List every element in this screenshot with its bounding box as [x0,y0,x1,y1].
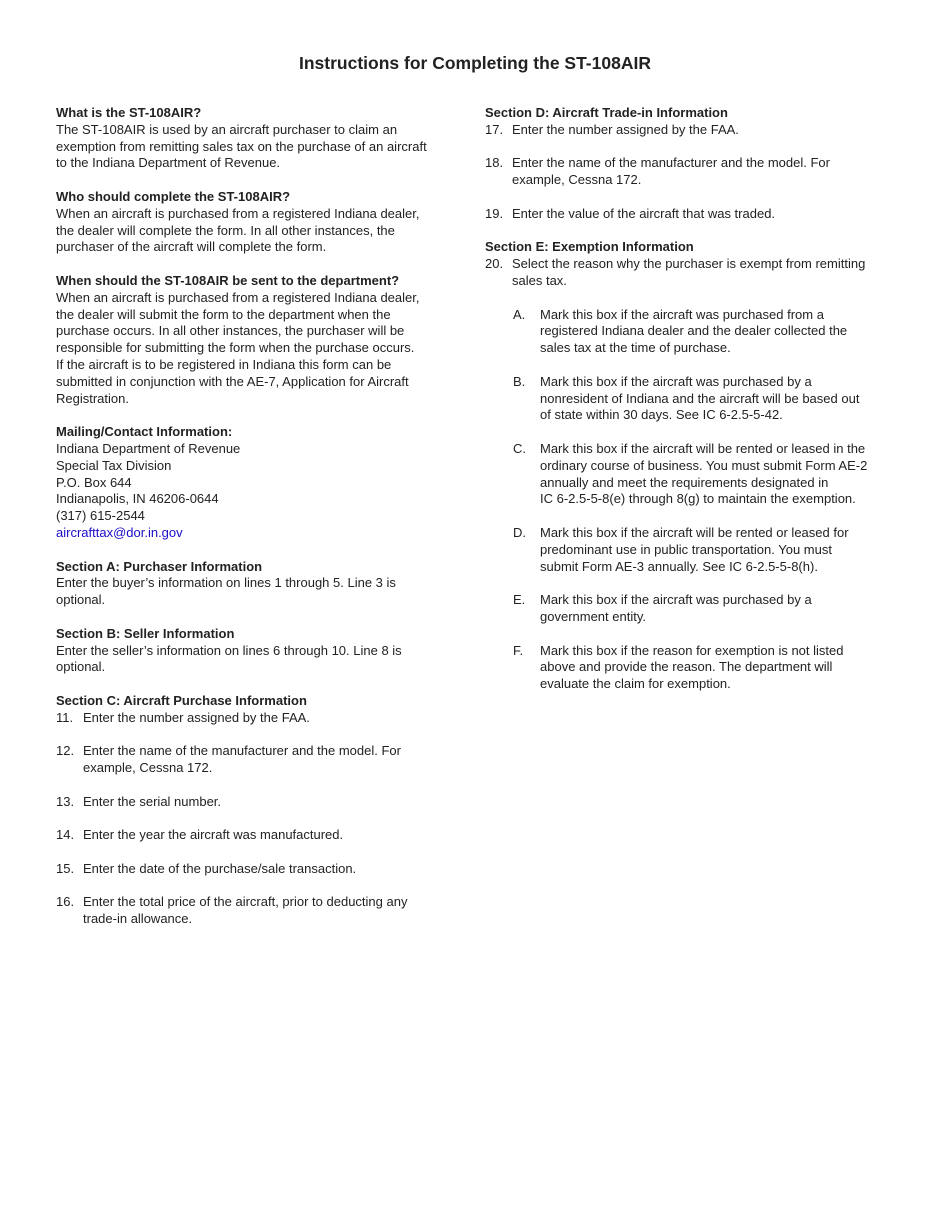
text-line: sales tax. [512,272,567,288]
instruction-item-12 [56,743,461,777]
item-number: 12. [56,743,75,759]
text-line: Enter the buyer’s information on lines 1 through 5. Line 3 is [56,575,396,591]
who-should-section [56,189,461,256]
text-line: Registration. [56,390,129,406]
when-sent-heading: When should the ST-108AIR be sent to the department? [56,272,400,288]
text-line: the dealer will complete the form. In all other instances, the [56,222,395,238]
option-letter: C. [513,440,526,456]
text-line: purchase occurs. In all other instances, the purchaser will be [56,323,405,339]
option-letter: A. [513,306,526,322]
option-letter: D. [513,524,526,540]
text-line: Enter the seller’s information on lines 6 through 10. Line 8 is [56,642,402,658]
text-line: Mark this box if the aircraft will be rented or leased in the [540,440,866,456]
text-line: Enter the serial number. [83,793,222,809]
who-should-text [56,206,461,256]
text-line: Enter the value of the aircraft that was traded. [512,205,776,221]
mailing-contact-heading: Mailing/Contact Information: [56,424,233,440]
item-number: 13. [56,793,75,809]
address-line: Indiana Department of Revenue [56,440,241,456]
instruction-item-18 [485,155,895,189]
section-d [485,105,895,223]
text-line: Enter the date of the purchase/sale transaction. [83,860,357,876]
text-line: purchaser of the aircraft will complete the form. [56,239,327,255]
item-number: 17. [485,121,504,137]
text-line: exemption from remitting sales tax on the purchase of an aircraft [56,138,427,154]
section-c [56,693,461,928]
text-line: optional. [56,659,106,675]
page-title: Instructions for Completing the ST-108AIR [299,53,651,73]
instruction-item-13 [56,794,461,811]
text-line: example, Cessna 172. [512,172,642,188]
item-number: 16. [56,894,75,910]
text-line: the dealer will submit the form to the department when the [56,306,391,322]
address-line: Special Tax Division [56,457,172,473]
left-column [56,105,461,945]
item-number: 15. [56,860,75,876]
text-line: Mark this box if the reason for exemption is not listed [540,642,844,658]
instruction-item-14 [56,827,461,844]
text-line: of state within 30 days. See IC 6-2.5-5-42. [540,407,783,423]
section-a-heading: Section A: Purchaser Information [56,558,263,574]
exemption-option-e [485,592,895,626]
text-line: Mark this box if the aircraft was purchased by a [540,592,812,608]
item-number: 11. [56,709,74,725]
instruction-item-16 [56,894,461,928]
item-number: 20. [485,256,504,272]
text-line: Enter the total price of the aircraft, prior to deducting any [83,894,408,910]
section-c-heading: Section C: Aircraft Purchase Information [56,692,307,708]
text-line: trade-in allowance. [83,911,193,927]
instruction-item-20 [485,256,895,290]
address-line: Indianapolis, IN 46206-0644 [56,491,219,507]
what-is-text [56,122,461,172]
mailing-contact-section [56,424,461,542]
exemption-options [485,307,895,693]
instruction-item-19 [485,206,895,223]
text-line: Mark this box if the aircraft was purchased by a [540,373,812,389]
who-should-heading: Who should complete the ST-108AIR? [56,188,291,204]
item-number: 14. [56,827,75,843]
item-number: 19. [485,205,504,221]
exemption-option-f [485,643,895,693]
text-line: Enter the number assigned by the FAA. [512,121,739,137]
exemption-option-c [485,441,895,508]
text-line: Select the reason why the purchaser is exempt from remitting [512,256,866,272]
text-line: IC 6-2.5-5-8(e) through 8(g) to maintain the exemption. [540,491,856,507]
text-line: Enter the name of the manufacturer and the model. For [83,743,401,759]
text-line: annually and meet the requirements designated in [540,474,829,490]
text-line: When an aircraft is purchased from a registered Indiana dealer, [56,205,420,221]
text-line: ordinary course of business. You must submit Form AE-2 [540,457,868,473]
what-is-section [56,105,461,172]
address-line: P.O. Box 644 [56,474,132,490]
section-b [56,626,461,676]
exemption-option-a [485,307,895,357]
text-line: If the aircraft is to be registered in Indiana this form can be [56,356,392,372]
text-line: submit Form AE-3 annually. See IC 6-2.5-5-8(h). [540,558,818,574]
text-line: optional. [56,592,106,608]
email-link[interactable]: aircrafttax@dor.in.gov [56,524,183,540]
section-a [56,559,461,609]
phone-number: (317) 615-2544 [56,508,145,524]
text-line: sales tax at the time of purchase. [540,340,731,356]
text-line: government entity. [540,608,646,624]
instruction-item-17 [485,122,895,139]
section-b-heading: Section B: Seller Information [56,625,235,641]
text-line: example, Cessna 172. [83,760,213,776]
text-line: predominant use in public transportation. You must [540,541,832,557]
instruction-item-15 [56,861,461,878]
right-column [485,105,895,710]
text-line: above and provide the reason. The department will [540,659,833,675]
option-letter: B. [513,373,526,389]
text-line: submitted in conjunction with the AE-7, Application for Aircraft [56,373,409,389]
text-line: Mark this box if the aircraft will be rented or leased for [540,524,849,540]
instruction-item-11 [56,710,461,727]
text-line: evaluate the claim for exemption. [540,676,731,692]
item-number: 18. [485,155,504,171]
section-e [485,239,895,693]
text-line: nonresident of Indiana and the aircraft will be based out [540,390,860,406]
text-line: When an aircraft is purchased from a registered Indiana dealer, [56,289,420,305]
text-line: Enter the number assigned by the FAA. [83,709,310,725]
text-line: Enter the name of the manufacturer and the model. For [512,155,830,171]
exemption-option-d [485,525,895,575]
text-line: registered Indiana dealer and the dealer collected the [540,323,848,339]
text-line: Mark this box if the aircraft was purchased from a [540,306,824,322]
what-is-heading: What is the ST-108AIR? [56,105,202,120]
section-d-heading: Section D: Aircraft Trade-in Information [485,105,728,120]
when-sent-section [56,273,461,407]
option-letter: E. [513,592,526,608]
text-line: to the Indiana Department of Revenue. [56,155,281,171]
text-line: The ST-108AIR is used by an aircraft purchaser to claim an [56,121,398,137]
section-e-heading: Section E: Exemption Information [485,239,694,255]
exemption-option-b [485,374,895,424]
text-line: Enter the year the aircraft was manufactured. [83,827,344,843]
when-sent-text [56,290,461,408]
text-line: responsible for submitting the form when the purchase occurs. [56,340,415,356]
option-letter: F. [513,642,524,658]
